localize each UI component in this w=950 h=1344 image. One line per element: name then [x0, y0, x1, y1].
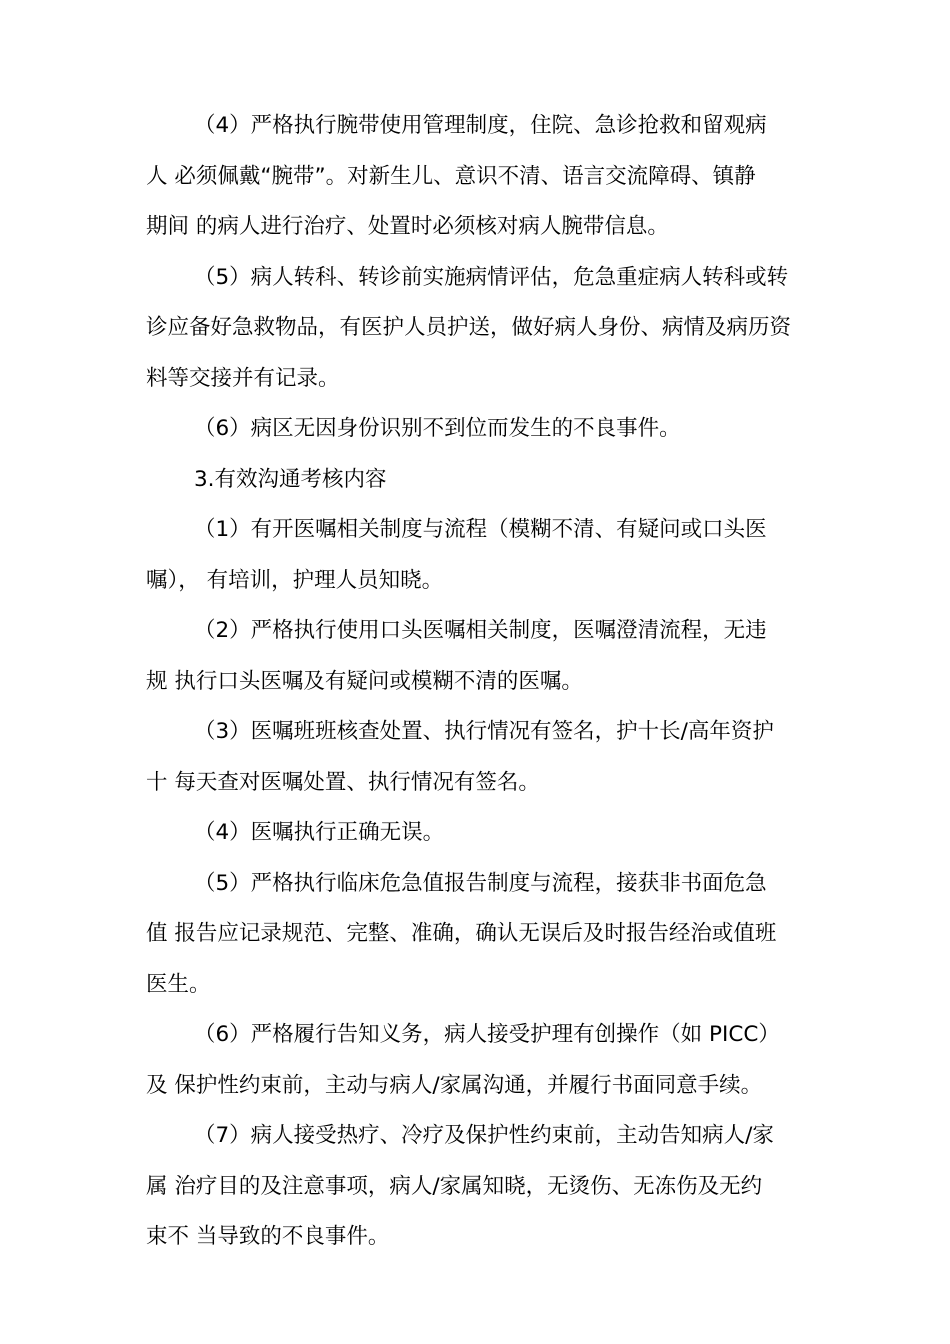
text-line: 医生。: [146, 971, 211, 997]
paragraph-verbal-orders: [146, 606, 826, 707]
text-line: 及 保护性约束前，主动与病人/家属沟通，并履行书面同意手续。: [146, 1072, 763, 1098]
text-line: （2）严格执行使用口头医嘱相关制度，医嘱澄清流程，无违: [194, 618, 767, 643]
paragraph-critical-values: [146, 859, 826, 1011]
text-line: 十 每天查对医嘱处置、执行情况有签名。: [146, 769, 540, 795]
text-line: 值 报告应记录规范、完整、准确，确认无误后及时报告经治或值班: [146, 921, 777, 946]
text-line: 诊应备好急救物品，有医护人员护送，做好病人身份、病情及病历资: [146, 315, 792, 340]
text-line: （7）病人接受热疗、冷疗及保护性约束前，主动告知病人/家: [194, 1123, 774, 1148]
text-line: （1）有开医嘱相关制度与流程（模糊不清、有疑问或口头医: [194, 517, 767, 542]
paragraph-transfer: [146, 253, 826, 405]
paragraph-therapy-notice: [146, 1111, 826, 1263]
text-line: 束不 当导致的不良事件。: [146, 1224, 390, 1249]
paragraph-order-policy: [146, 505, 826, 606]
paragraph-no-adverse-events: [146, 404, 826, 455]
text-line: （5）病人转科、转诊前实施病情评估，危急重症病人转科或转: [194, 264, 789, 290]
text-line: （5）严格执行临床危急值报告制度与流程，接获非书面危急: [194, 870, 767, 896]
text-line: 属 治疗目的及注意事项，病人/家属知晓，无烫伤、无冻伤及无约: [146, 1173, 763, 1199]
document-body: [146, 101, 826, 1263]
paragraph-order-accuracy: [146, 808, 826, 859]
heading-text: 3.有效沟通考核内容: [194, 466, 387, 492]
section-heading: [146, 455, 826, 506]
text-line: 规 执行口头医嘱及有疑问或模糊不清的医嘱。: [146, 668, 583, 694]
paragraph-order-check: [146, 707, 826, 808]
text-line: （4）医嘱执行正确无误。: [194, 820, 445, 845]
text-line: 人 必须佩戴“腕带”。对新生儿、意识不清、语言交流障碍、镇静: [146, 163, 756, 189]
text-line: 期间 的病人进行治疗、处置时必须核对病人腕带信息。: [146, 214, 669, 239]
text-line: （6）严格履行告知义务，病人接受护理有创操作（如 PICC）: [194, 1022, 780, 1047]
paragraph-informed-consent: [146, 1010, 826, 1111]
text-line: （4）严格执行腕带使用管理制度，住院、急诊抢救和留观病: [194, 113, 767, 138]
text-line: （3）医嘱班班核查处置、执行情况有签名，护十长/高年资护: [194, 719, 774, 744]
text-line: 料等交接并有记录。: [146, 365, 340, 391]
paragraph-wristband: [146, 101, 826, 253]
text-line: 嘱）， 有培训，护理人员知晓。: [146, 567, 444, 593]
text-line: （6）病区无因身份识别不到位而发生的不良事件。: [194, 416, 681, 441]
